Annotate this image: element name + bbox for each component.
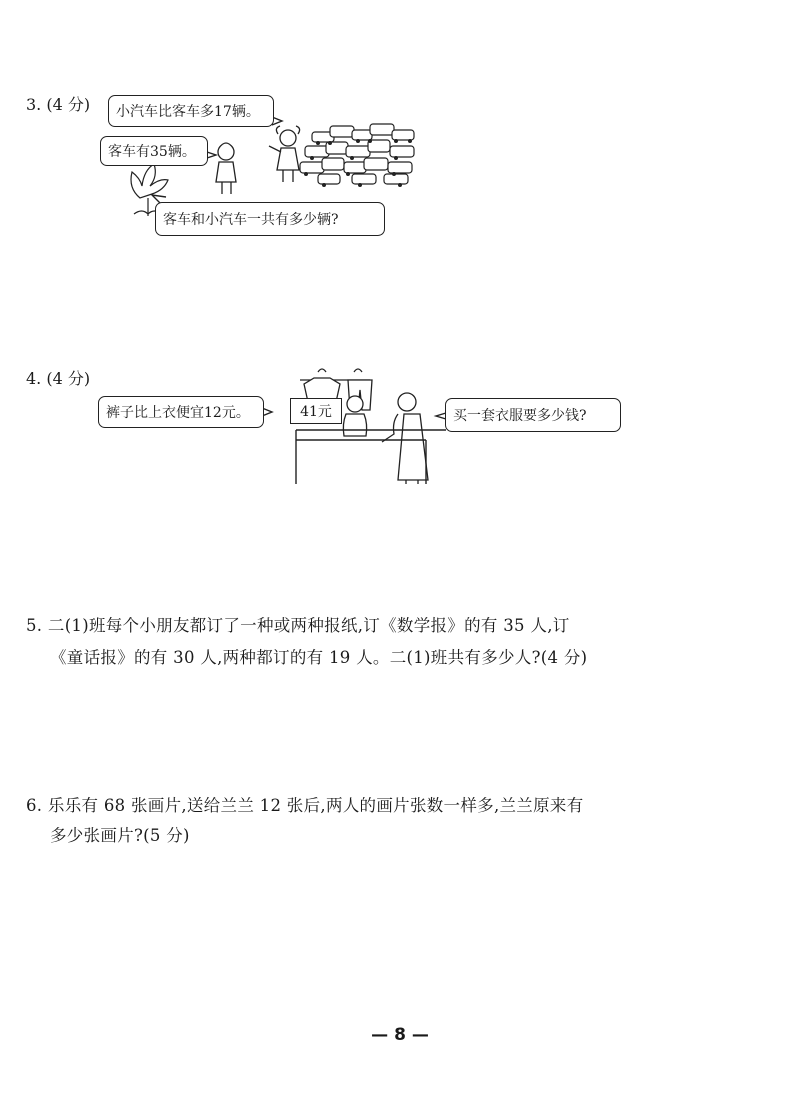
question-3-number: 3. (4 分) [26, 95, 91, 114]
pants-speech-bubble: 裤子比上衣便宜12元。 [98, 396, 264, 428]
customer-figure [382, 393, 428, 484]
outfit-question-bubble: 买一套衣服要多少钱? [445, 398, 621, 432]
cars-speech-bubble: 小汽车比客车多17辆。 [108, 95, 274, 127]
question-6-line-1: 6. 乐乐有 68 张画片,送给兰兰 12 张后,两人的画片张数一样多,兰兰原来有 [26, 796, 584, 815]
page-number: — 8 — [371, 1025, 429, 1045]
total-question-bubble: 客车和小汽车一共有多少辆? [155, 202, 385, 236]
question-5-line-1: 5. 二(1)班每个小朋友都订了一种或两种报纸,订《数学报》的有 35 人,订 [26, 616, 570, 635]
question-4-number: 4. (4 分) [26, 369, 91, 388]
price-tag: 41元 [290, 398, 342, 424]
question-5-line-2: 《童话报》的有 30 人,两种都订的有 19 人。二(1)班共有多少人?(4 分) [50, 648, 588, 667]
question-6-line-2: 多少张画片?(5 分) [50, 826, 190, 845]
bus-speech-bubble: 客车有35辆。 [100, 136, 208, 166]
